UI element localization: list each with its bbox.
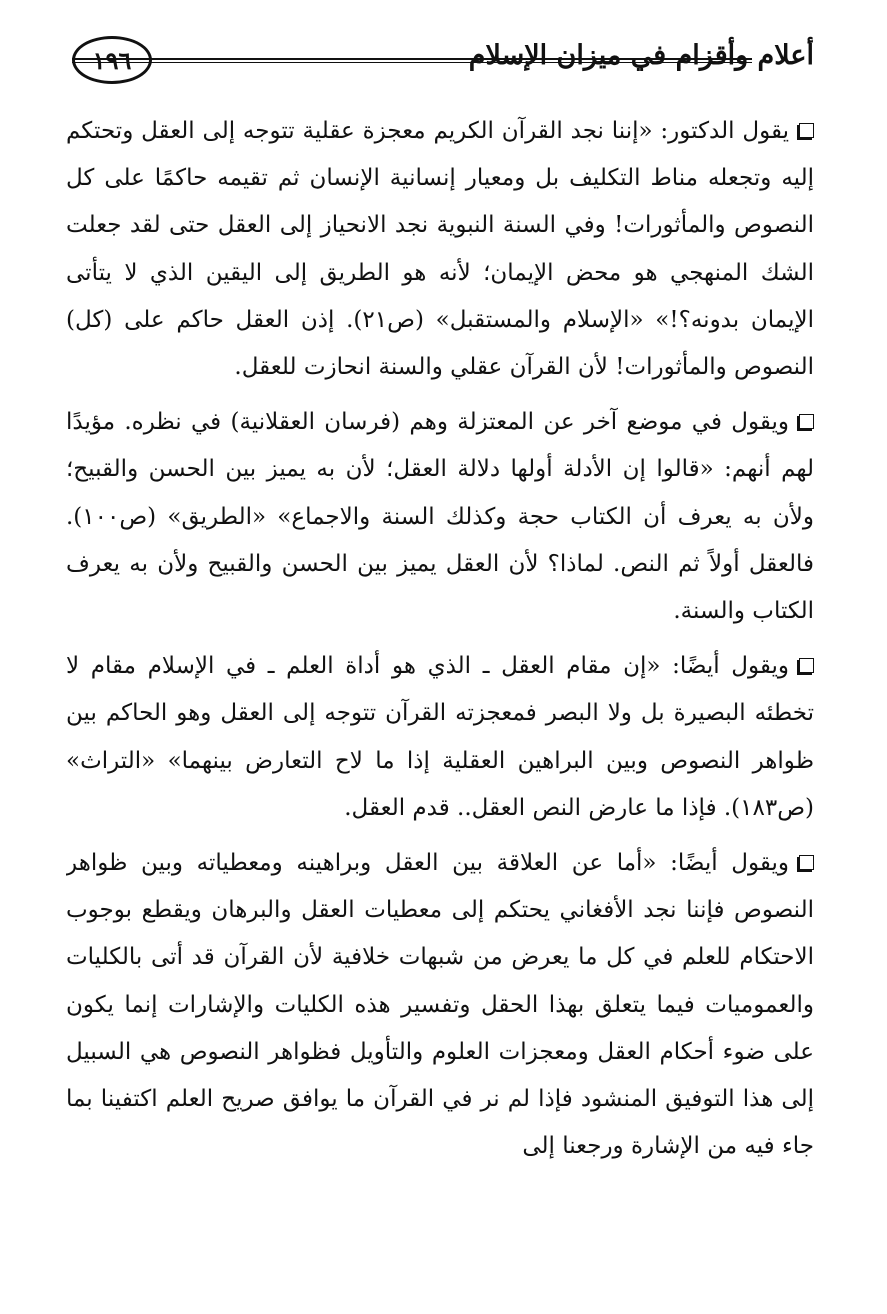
paragraph-3	[66, 643, 814, 832]
square-bullet-icon	[799, 123, 814, 138]
page-number: ١٩٦	[92, 45, 132, 75]
header-rule	[72, 58, 752, 60]
square-bullet-icon	[799, 658, 814, 673]
paragraph-4	[66, 840, 814, 1170]
square-bullet-icon	[799, 855, 814, 870]
paragraph-1-text: يقول الدكتور: «إننا نجد القرآن الكريم معجزة عقلية تتوجه إلى العقل وتحتكم إليه وتجعله مناط التكليف بل ومعيار إنسانية الإنسان ثم تقيمه حاكمًا على كل النصوص والمأثورات! وفي السنة النبوية نجد الانحياز إلى العقل حتى لقد جعلت الشك المنهجي هو محض الإيمان؛ لأنه هو الطريق إلى اليقين الذي لا يتأتى الإيمان بدونه؟!» «الإسلام والمستقبل» (ص٢١). إذن العقل حاكم على (كل) النصوص والمأثورات! لأن القرآن عقلي والسنة انحازت للعقل.	[66, 118, 814, 381]
page-header	[62, 34, 814, 94]
square-bullet-icon	[799, 414, 814, 429]
page-number-badge	[72, 36, 152, 84]
paragraph-2	[66, 399, 814, 635]
paragraph-1	[66, 108, 814, 391]
paragraph-3-text: ويقول أيضًا: «إن مقام العقل ـ الذي هو أداة العلم ـ في الإسلام مقام لا تخطئه البصيرة بل ولا البصر فمعجزته القرآن تتوجه إلى العقل وهو الحاكم بين ظواهر النصوص وبين البراهين العقلية إذا ما لاح التعارض بينهما» «التراث» (ص١٨٣). فإذا ما عارض النص العقل.. قدم العقل.	[66, 653, 814, 821]
paragraph-4-text: ويقول أيضًا: «أما عن العلاقة بين العقل وبراهينه ومعطياته وبين ظواهر النصوص فإننا نجد الأفغاني يحتكم إلى معطيات العقل والبرهان ويقطع بوجوب الاحتكام للعلم في كل ما يعرض من شبهات خلافية لأن القرآن قد أتى بالكليات والعموميات فيما يتعلق بهذا الحقل وتفسير هذه الكليات والإشارات إنما يكون على ضوء أحكام العقل ومعجزات العلوم والتأويل فظواهر النصوص هي السبيل إلى هذا التوفيق المنشود فإذا لم نر في القرآن ما يوافق صريح العلم اكتفينا بما جاء فيه من الإشارة ورجعنا إلى	[66, 850, 814, 1160]
header-rule-thin	[72, 62, 752, 63]
paragraph-2-text: ويقول في موضع آخر عن المعتزلة وهم (فرسان العقلانية) في نظره. مؤيدًا لهم أنهم: «قالوا إن الأدلة أولها دلالة العقل؛ لأن به يميز بين الحسن والقبيح؛ ولأن به يعرف أن الكتاب حجة وكذلك السنة والاجماع» «الطريق» (ص١٠٠). فالعقل أولاً ثم النص. لماذا؟ لأن العقل يميز بين الحسن والقبيح ولأن به يعرف الكتاب والسنة.	[66, 409, 814, 625]
running-title: أعلام وأقزام في ميزان الإسلام	[468, 40, 814, 71]
page-body	[66, 108, 814, 1288]
